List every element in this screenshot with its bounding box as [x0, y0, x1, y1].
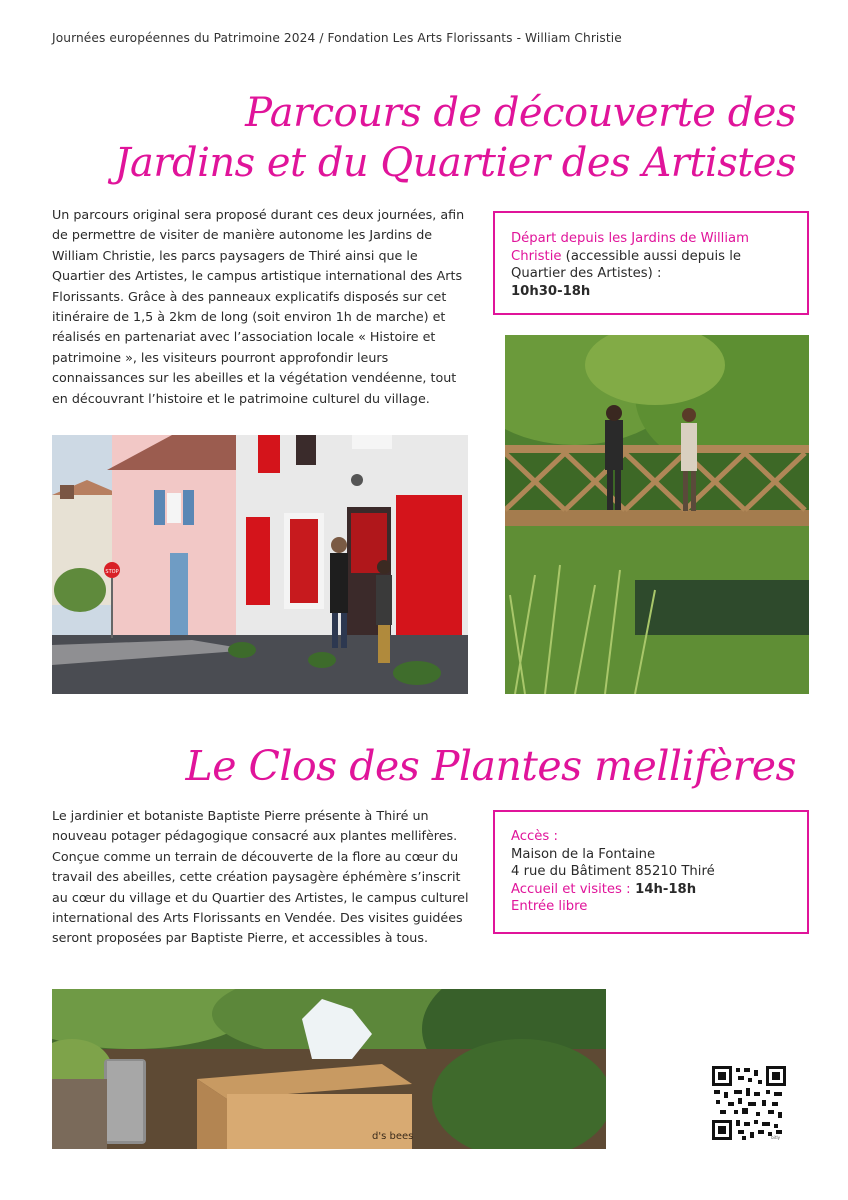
section1-title-line1: Parcours de découverte des	[245, 90, 796, 136]
section1-title-line2: Jardins et du Quartier des Artistes	[114, 140, 796, 186]
section2-body: Le jardinier et botaniste Baptiste Pierre présente à Thiré un nouveau potager pédagogique consacré aux plantes mellifères. Conçue comme un terrain de découverte de la flore au cœur du travail des abeilles, cette création paysagère éphémère s’inscrit au cœur du village et du Quartier des Artistes, le campus culturel international des Arts Florissants en Vendée. Des visites guidées seront proposées par Baptiste Pierre, et accessibles à tous.	[52, 808, 469, 946]
house-illustration	[52, 435, 468, 694]
section1-title	[36, 88, 796, 188]
section1-info-box	[493, 211, 809, 315]
visits-label: Accueil et visites :	[511, 881, 631, 897]
acces-label: Accès :	[511, 829, 558, 844]
beehive-box-text: d's bees	[372, 1131, 414, 1142]
qr-code-icon[interactable]	[712, 1066, 786, 1140]
address-line2: 4 rue du Bâtiment 85210 Thiré	[511, 864, 715, 880]
entry-info: Entrée libre	[511, 899, 588, 915]
depart-note: (accessible aussi depuis le Quartier des Artistes) :	[511, 248, 742, 282]
page-header: Journées européennes du Patrimoine 2024 / Fondation Les Arts Florissants - William Christie	[52, 31, 622, 45]
address-line1: Maison de la Fontaine	[511, 846, 656, 862]
house-photo	[52, 435, 468, 694]
beehive-photo	[52, 989, 606, 1149]
bridge-illustration	[505, 335, 809, 694]
depart-label: Départ depuis les Jardins de William Christie	[511, 231, 749, 264]
beehive-illustration	[52, 989, 606, 1149]
section1-body: Un parcours original sera proposé durant ces deux journées, afin de permettre de visiter de manière autonome les Jardins de William Christie, les parcs paysagers de Thiré ainsi que le Quartier des Artistes, le campus artistique international des Arts Florissants. Grâce à des panneaux explicatifs disposés sur cet itinéraire de 1,5 à 2km de long (soit environ 1h de marche) et réalisés en partenariat avec l’association locale « Histoire et patrimoine », les visiteurs pourront approfondir leurs connaissances sur les abeilles et la végétation vendéenne, tout en découvrant l’histoire et le patrimoine culturel du village.	[52, 207, 465, 406]
section2-info-box	[493, 810, 809, 934]
opening-hours: 10h30-18h	[511, 283, 591, 299]
qr-caption: bitly	[771, 1135, 780, 1140]
section2-title: Le Clos des Plantes mellifères	[185, 742, 796, 790]
qr-code-graphic	[712, 1066, 786, 1140]
visits-hours: 14h-18h	[630, 881, 697, 897]
stop-sign-text: STOP	[105, 569, 119, 575]
bridge-photo	[505, 335, 809, 694]
